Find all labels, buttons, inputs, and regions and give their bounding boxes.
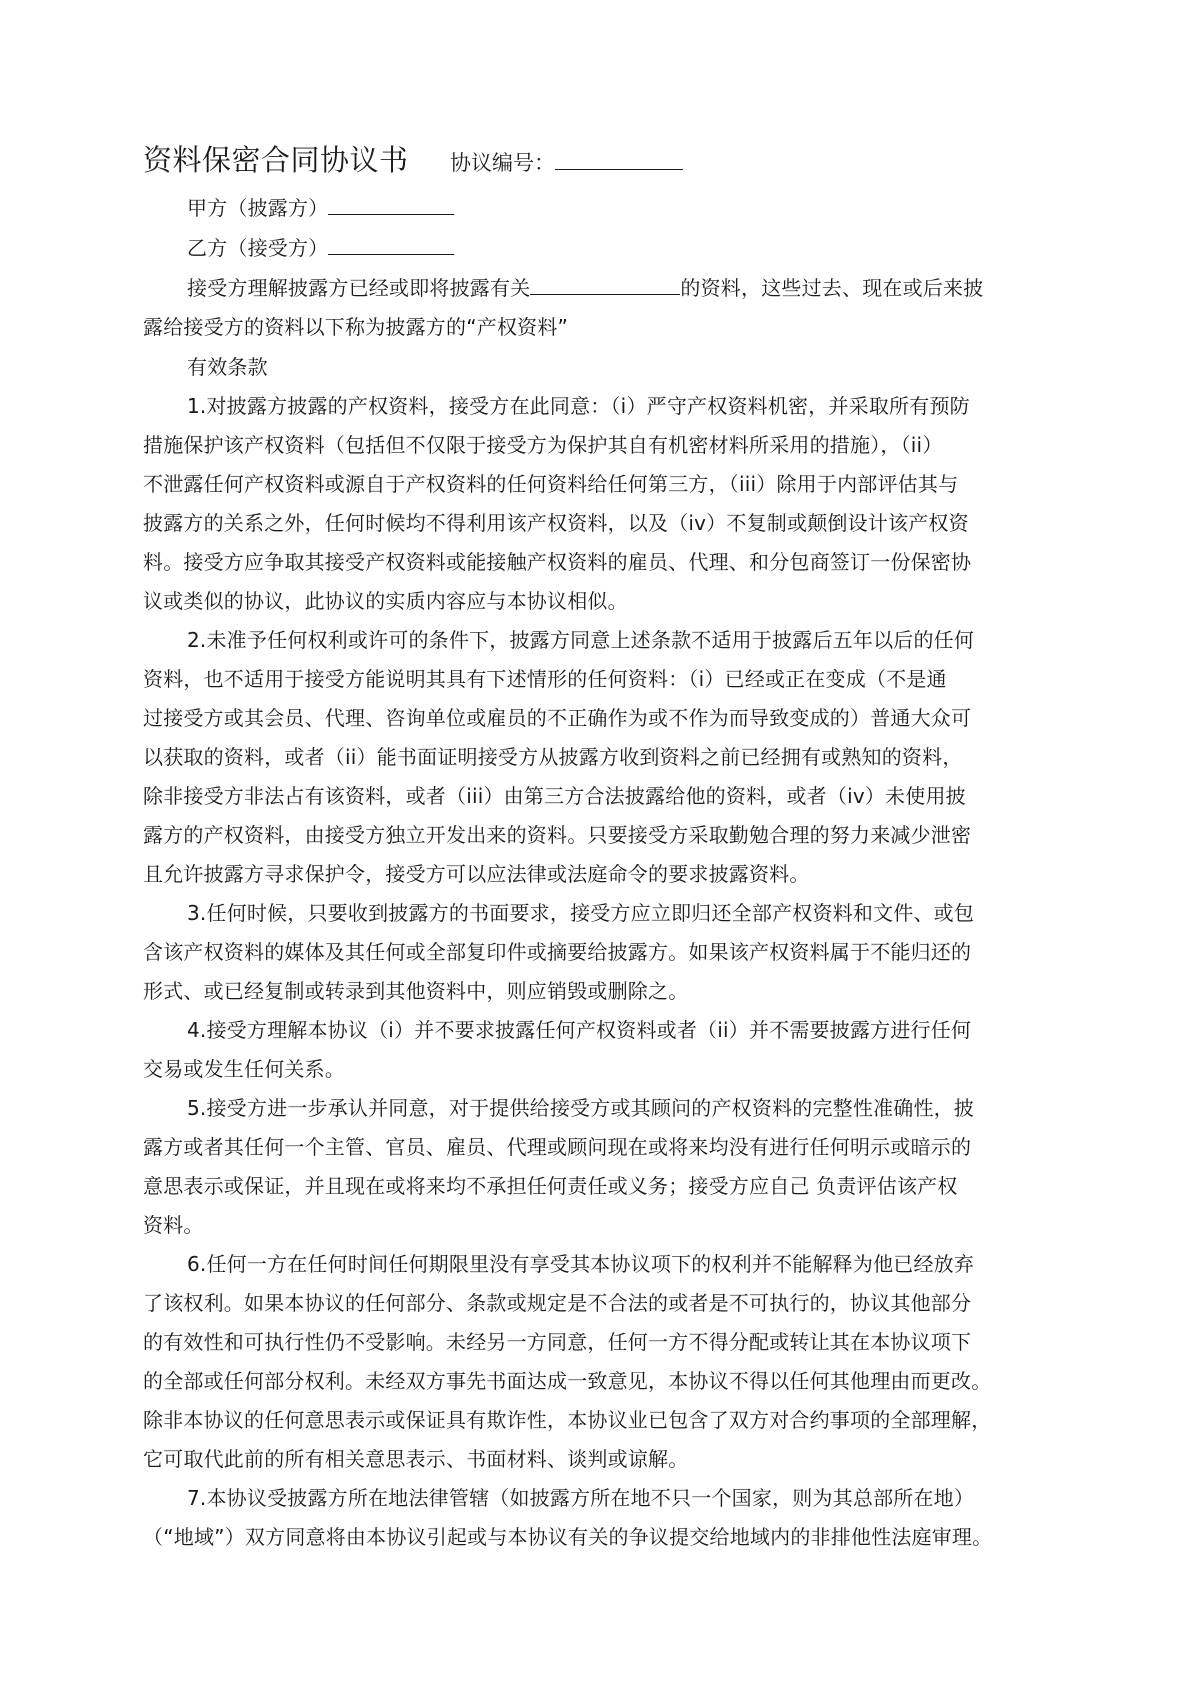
clause2-line: 以获取的资料，或者（ii）能书面证明接受方从披露方收到资料之前已经拥有或熟知的资料，: [143, 745, 963, 769]
clause6-line: 了该权利。如果本协议的任何部分、条款或规定是不合法的或者是不可执行的，协议其他部分: [143, 1291, 972, 1315]
clause6-line: 它可取代此前的所有相关意思表示、书面材料、谈判或谅解。: [143, 1447, 689, 1471]
party-a-label: 甲方（披露方）: [187, 196, 329, 220]
clause6-line: 的全部或任何部分权利。未经双方事先书面达成一致意见，本协议不得以任何其他理由而更改。: [143, 1369, 992, 1393]
intro-subject-blank[interactable]: [530, 274, 680, 295]
clause6-line: 除非本协议的任何意思表示或保证具有欺诈性，本协议业已包含了双方对合约事项的全部理解，: [143, 1408, 992, 1432]
clause1-line: 1.对披露方披露的产权资料，接受方在此同意：（i）严守产权资料机密，并采取所有预防: [187, 394, 970, 418]
clause4-line: 交易或发生任何关系。: [143, 1057, 345, 1081]
party-b-blank[interactable]: [328, 234, 454, 255]
clause1-line: 不泄露任何产权资料或源自于产权资料的任何资料给任何第三方，（iii）除用于内部评估其与: [143, 472, 959, 496]
section-heading: 有效条款: [187, 355, 268, 379]
contract-number: [450, 147, 683, 177]
clause5-line: 露方或者其任何一个主管、官员、雇员、代理或顾问现在或将来均没有进行任何明示或暗示的: [143, 1135, 972, 1159]
clause2-line: 2.未准予任何权利或许可的条件下，披露方同意上述条款不适用于披露后五年以后的任何: [187, 628, 975, 652]
party-a-line: [187, 192, 454, 221]
party-b-label: 乙方（接受方）: [187, 236, 329, 260]
clause6-line: 的有效性和可执行性仍不受影响。未经另一方同意，任何一方不得分配或转让其在本协议项下: [143, 1330, 972, 1354]
clause5-line: 意思表示或保证，并且现在或将来均不承担任何责任或义务；接受方应自己 负责评估该产权: [143, 1174, 958, 1198]
clause5-line: 资料。: [143, 1213, 204, 1237]
clause1-line: 议或类似的协议，此协议的实质内容应与本协议相似。: [143, 589, 628, 613]
clause2-line: 且允许披露方寻求保护令，接受方可以应法律或法庭命令的要求披露资料。: [143, 862, 810, 886]
clause1-line: 料。接受方应争取其接受产权资料或能接触产权资料的雇员、代理、和分包商签订一份保密协: [143, 550, 972, 574]
clause5-line: 5.接受方进一步承认并同意，对于提供给接受方或其顾问的产权资料的完整性准确性，披: [187, 1096, 975, 1120]
clause3-line: 形式、或已经复制或转录到其他资料中，则应销毁或删除之。: [143, 979, 689, 1003]
document-title: 资料保密合同协议书: [143, 143, 409, 177]
party-a-blank[interactable]: [328, 194, 454, 215]
intro-text-after: 的资料，这些过去、现在或后来披: [680, 276, 984, 300]
clause1-line: 披露方的关系之外，任何时候均不得利用该产权资料，以及（iv）不复制或颠倒设计该产权资: [143, 511, 969, 535]
clause2-line: 过接受方或其会员、代理、咨询单位或雇员的不正确作为或不作为而导致变成的）普通大众可: [143, 706, 972, 730]
contract-number-label: 协议编号：: [450, 151, 555, 175]
contract-number-blank[interactable]: [555, 149, 683, 170]
clause2-line: 资料，也不适用于接受方能说明其具有下述情形的任何资料：（i）已经或正在变成（不是通: [143, 667, 947, 691]
party-b-line: [187, 232, 454, 261]
intro-text-before: 接受方理解披露方已经或即将披露有关: [187, 276, 531, 300]
clause1-line: 措施保护该产权资料（包括但不仅限于接受方为保护其自有机密材料所采用的措施），（ii）: [143, 433, 943, 457]
intro-line-1: [187, 272, 983, 301]
clause4-line: 4.接受方理解本协议（i）并不要求披露任何产权资料或者（ii）并不需要披露方进行任何: [187, 1018, 972, 1042]
clause7-line: 7.本协议受披露方所在地法律管辖（如披露方所在地不只一个国家，则为其总部所在地）: [187, 1486, 975, 1510]
clause2-line: 除非接受方非法占有该资料，或者（iii）由第三方合法披露给他的资料，或者（iv）未使用披: [143, 784, 966, 808]
clause6-line: 6.任何一方在任何时间任何期限里没有享受其本协议项下的权利并不能解释为他已经放弃: [187, 1252, 975, 1276]
intro-line-2: 露给接受方的资料以下称为披露方的“产权资料”: [143, 315, 569, 339]
clause3-line: 3.任何时候，只要收到披露方的书面要求，接受方应立即归还全部产权资料和文件、或包: [187, 901, 975, 925]
clause2-line: 露方的产权资料，由接受方独立开发出来的资料。只要接受方采取勤勉合理的努力来减少泄密: [143, 823, 972, 847]
clause7-line: （“地域”）双方同意将由本协议引起或与本协议有关的争议提交给地域内的非排他性法庭审理。: [143, 1525, 993, 1549]
clause3-line: 含该产权资料的媒体及其任何或全部复印件或摘要给披露方。如果该产权资料属于不能归还的: [143, 940, 972, 964]
